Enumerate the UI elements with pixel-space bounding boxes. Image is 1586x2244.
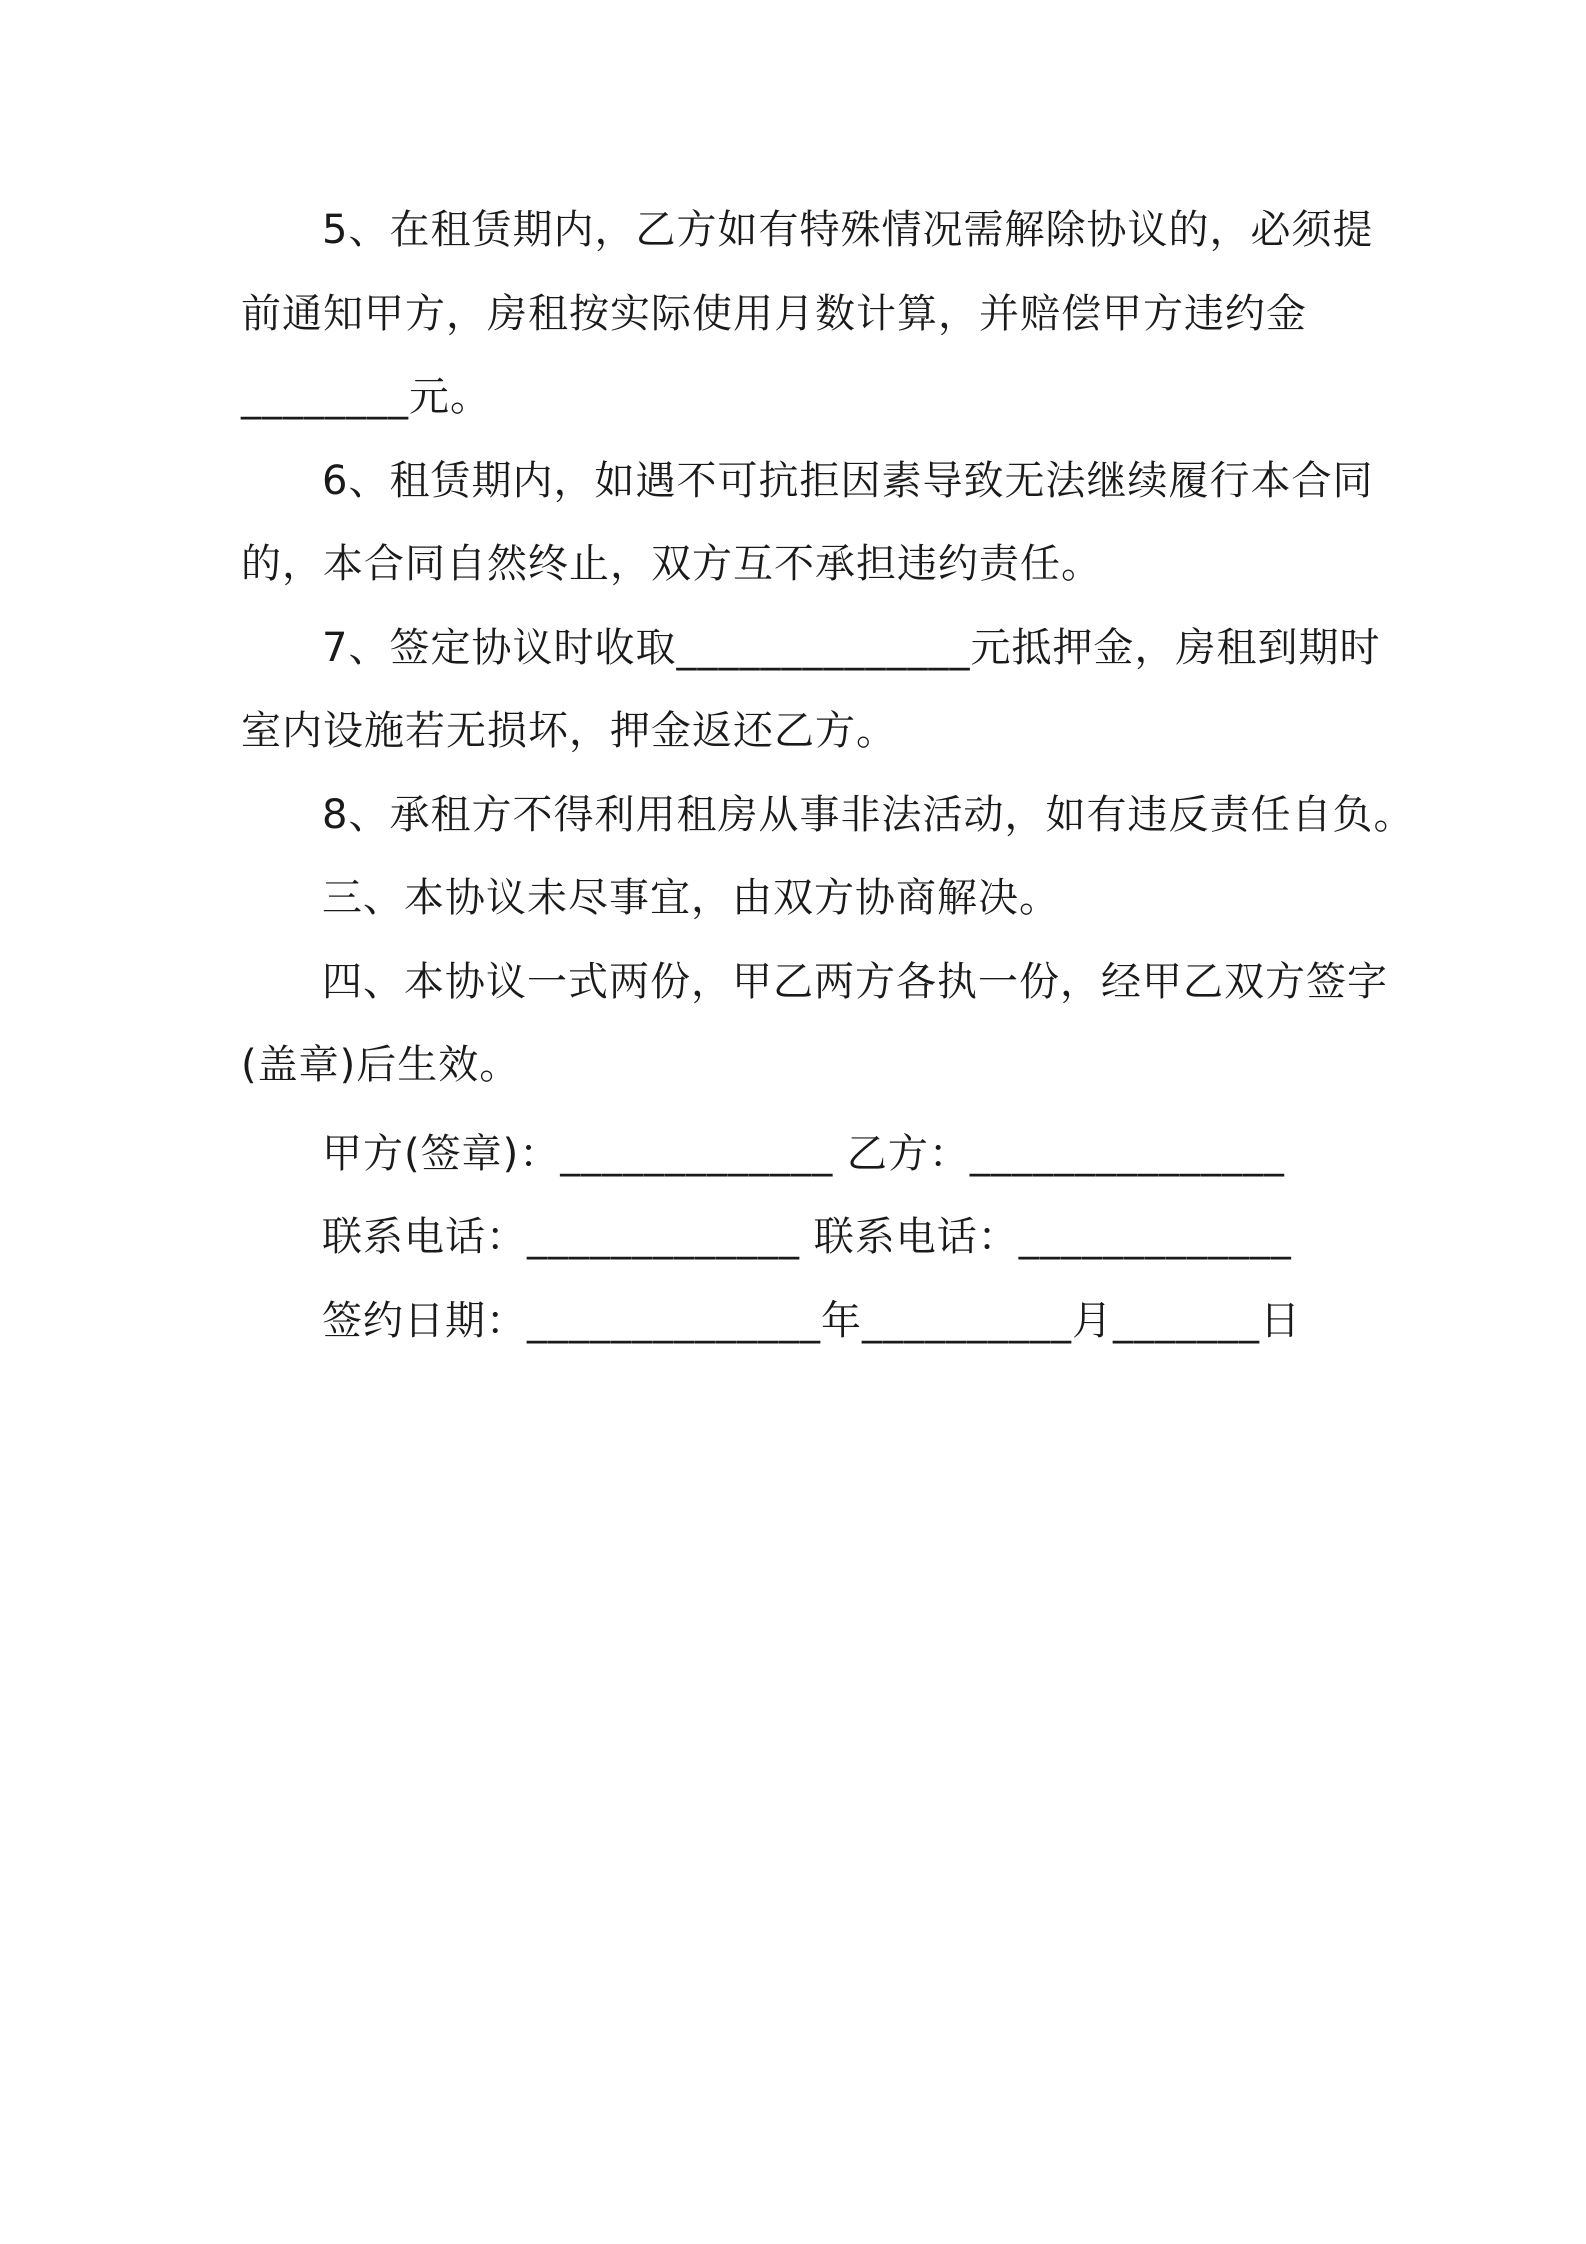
clause-8-line: 8、承租方不得利用租房从事非法活动，如有违反责任自负。	[322, 792, 1415, 838]
phone-line: 联系电话：_____________ 联系电话：_____________	[322, 1214, 1292, 1260]
clause-5-line-3: ________元。	[241, 374, 491, 420]
clause-7-line-2: 室内设施若无损坏，押金返还乙方。	[241, 708, 897, 754]
section-4-line-1: 四、本协议一式两份，甲乙两方各执一份，经甲乙双方签字	[322, 959, 1388, 1005]
signature-line: 甲方(签章)：_____________ 乙方：_______________	[322, 1131, 1285, 1177]
sign-date-line: 签约日期：______________年__________月_______日	[322, 1298, 1301, 1344]
clause-5-line-1: 5、在租赁期内，乙方如有特殊情况需解除协议的，必须提	[322, 207, 1374, 253]
clause-5-line-2: 前通知甲方，房租按实际使用月数计算，并赔偿甲方违约金	[241, 291, 1307, 337]
clause-6-line-2: 的，本合同自然终止，双方互不承担违约责任。	[241, 541, 1102, 587]
section-3-line: 三、本协议未尽事宜，由双方协商解决。	[322, 875, 1060, 921]
clause-6-line-1: 6、租赁期内，如遇不可抗拒因素导致无法继续履行本合同	[322, 458, 1374, 504]
clause-7-line-1: 7、签定协议时收取______________元抵押金，房租到期时	[322, 625, 1381, 671]
section-4-line-2: (盖章)后生效。	[241, 1042, 521, 1088]
